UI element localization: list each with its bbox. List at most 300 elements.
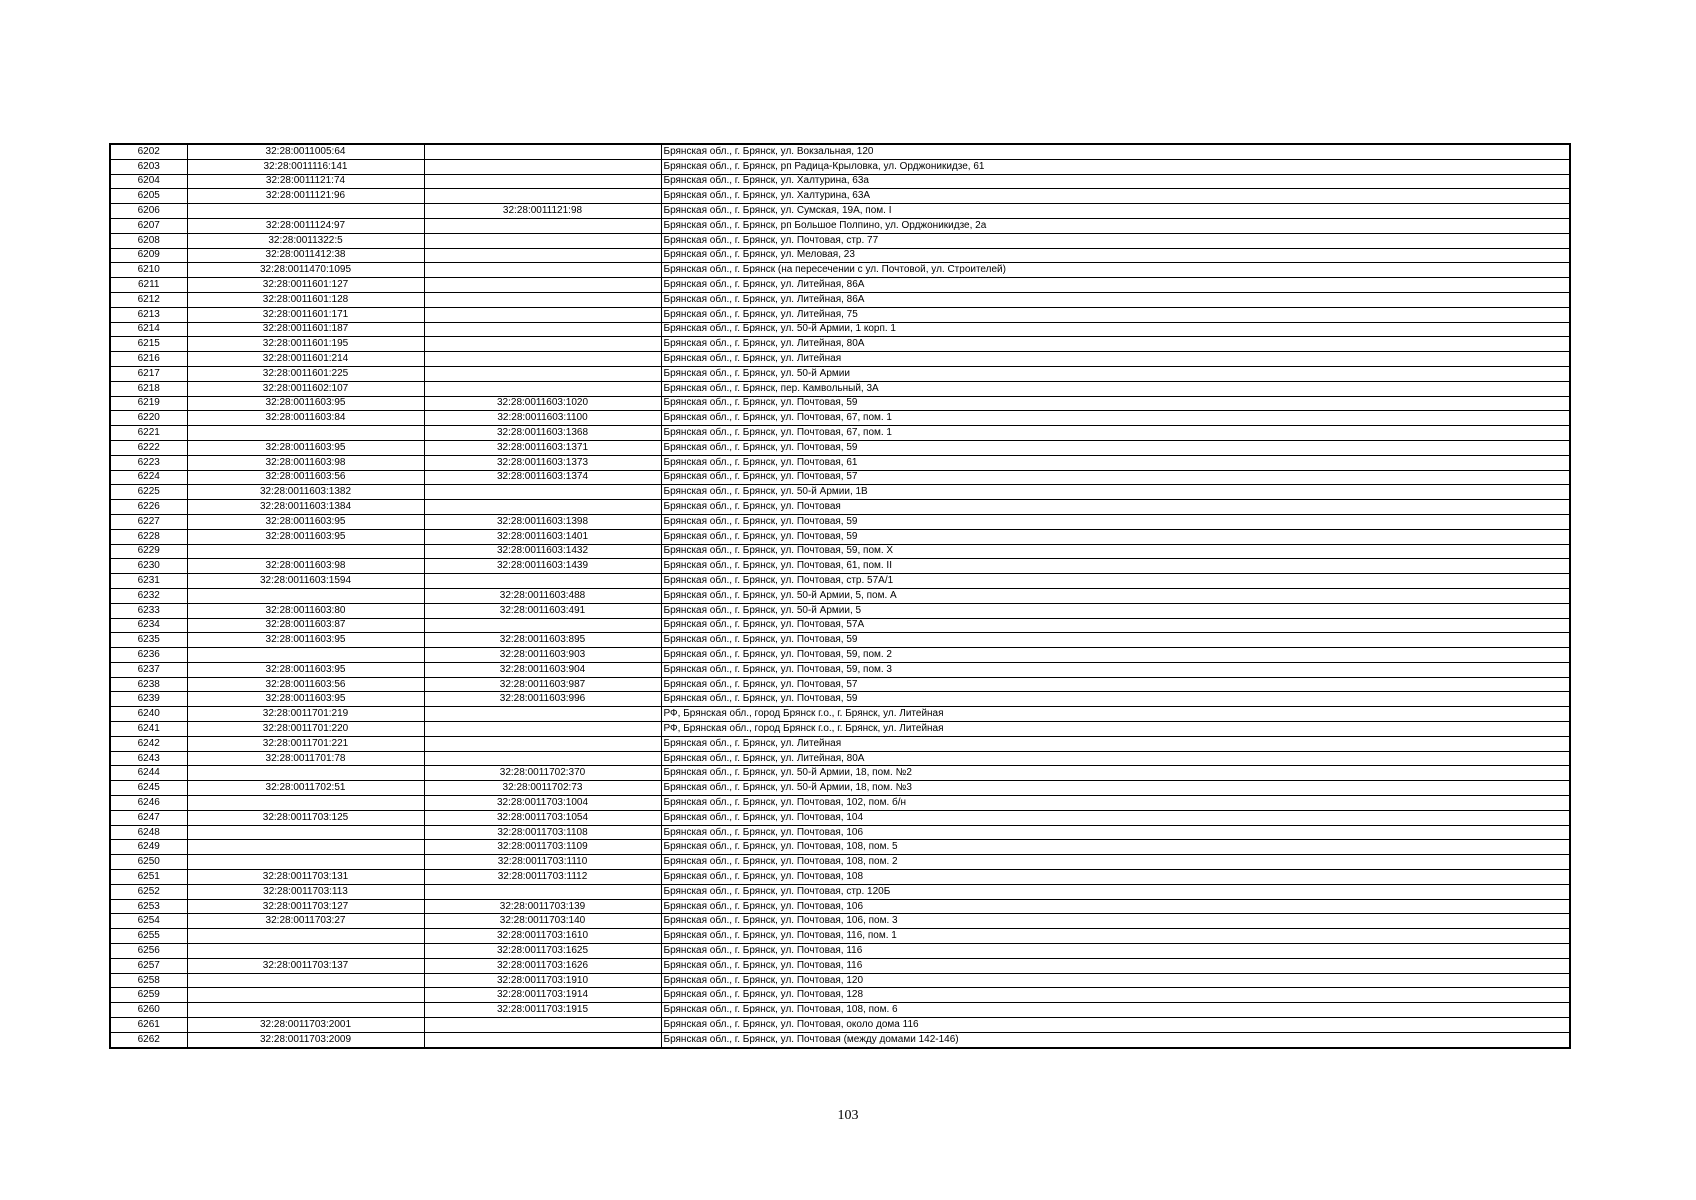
parcel-cadastral-number-cell: 32:28:0011603:95 <box>187 529 424 544</box>
parcel-cadastral-number-cell: 32:28:0011005:64 <box>187 144 424 159</box>
table-row <box>110 411 1570 426</box>
row-number-cell: 6259 <box>110 988 187 1003</box>
object-cadastral-number-cell: 32:28:0011603:488 <box>424 588 661 603</box>
row-number-cell: 6219 <box>110 396 187 411</box>
address-cell: Брянская обл., г. Брянск, ул. Почтовая, 61, пом. II <box>661 559 1570 574</box>
table-row <box>110 766 1570 781</box>
parcel-cadastral-number-cell: 32:28:0011603:95 <box>187 633 424 648</box>
address-cell: Брянская обл., г. Брянск, ул. Почтовая, стр. 77 <box>661 233 1570 248</box>
object-cadastral-number-cell <box>424 174 661 189</box>
row-number-cell: 6246 <box>110 796 187 811</box>
parcel-cadastral-number-cell <box>187 588 424 603</box>
row-number-cell: 6206 <box>110 204 187 219</box>
parcel-cadastral-number-cell: 32:28:0011322:5 <box>187 233 424 248</box>
address-cell: Брянская обл., г. Брянск, ул. Почтовая, около дома 116 <box>661 1018 1570 1033</box>
address-cell: Брянская обл., г. Брянск, ул. Литейная, 86А <box>661 278 1570 293</box>
object-cadastral-number-cell: 32:28:0011702:370 <box>424 766 661 781</box>
row-number-cell: 6229 <box>110 544 187 559</box>
row-number-cell: 6233 <box>110 603 187 618</box>
object-cadastral-number-cell: 32:28:0011121:98 <box>424 204 661 219</box>
object-cadastral-number-cell <box>424 292 661 307</box>
table-row <box>110 455 1570 470</box>
object-cadastral-number-cell <box>424 1018 661 1033</box>
table-row <box>110 381 1570 396</box>
address-cell: Брянская обл., г. Брянск, ул. Почтовая, 128 <box>661 988 1570 1003</box>
table-row <box>110 233 1570 248</box>
row-number-cell: 6232 <box>110 588 187 603</box>
object-cadastral-number-cell <box>424 1032 661 1047</box>
address-cell: Брянская обл., г. Брянск, ул. Вокзальная, 120 <box>661 144 1570 159</box>
parcel-cadastral-number-cell: 32:28:0011603:1384 <box>187 500 424 515</box>
address-cell: Брянская обл., г. Брянск, ул. Почтовая (между домами 142-146) <box>661 1032 1570 1047</box>
object-cadastral-number-cell <box>424 233 661 248</box>
table-row <box>110 1003 1570 1018</box>
table-row <box>110 204 1570 219</box>
page-number: 103 <box>837 1108 859 1123</box>
address-cell: Брянская обл., г. Брянск, ул. Почтовая, 59, пом. X <box>661 544 1570 559</box>
address-cell: Брянская обл., г. Брянск, ул. 50-й Армии, 18, пом. №2 <box>661 766 1570 781</box>
row-number-cell: 6215 <box>110 337 187 352</box>
parcel-cadastral-number-cell: 32:28:0011603:1594 <box>187 574 424 589</box>
row-number-cell: 6241 <box>110 722 187 737</box>
object-cadastral-number-cell <box>424 381 661 396</box>
parcel-cadastral-number-cell <box>187 544 424 559</box>
parcel-cadastral-number-cell: 32:28:0011603:56 <box>187 470 424 485</box>
parcel-cadastral-number-cell: 32:28:0011601:128 <box>187 292 424 307</box>
object-cadastral-number-cell: 32:28:0011603:1432 <box>424 544 661 559</box>
parcel-cadastral-number-cell: 32:28:0011603:95 <box>187 440 424 455</box>
table-row <box>110 662 1570 677</box>
object-cadastral-number-cell: 32:28:0011603:1374 <box>424 470 661 485</box>
object-cadastral-number-cell: 32:28:0011703:1108 <box>424 825 661 840</box>
object-cadastral-number-cell: 32:28:0011703:1110 <box>424 855 661 870</box>
parcel-cadastral-number-cell: 32:28:0011703:127 <box>187 899 424 914</box>
parcel-cadastral-number-cell: 32:28:0011603:87 <box>187 618 424 633</box>
address-cell: Брянская обл., г. Брянск, ул. 50-й Армии, 5, пом. А <box>661 588 1570 603</box>
parcel-cadastral-number-cell: 32:28:0011703:2001 <box>187 1018 424 1033</box>
parcel-cadastral-number-cell: 32:28:0011603:80 <box>187 603 424 618</box>
address-cell: Брянская обл., г. Брянск, ул. Почтовая, 59 <box>661 440 1570 455</box>
parcel-cadastral-number-cell: 32:28:0011124:97 <box>187 218 424 233</box>
table-row <box>110 899 1570 914</box>
parcel-cadastral-number-cell: 32:28:0011703:125 <box>187 810 424 825</box>
address-cell: Брянская обл., г. Брянск, ул. Почтовая, 59 <box>661 396 1570 411</box>
parcel-cadastral-number-cell: 32:28:0011702:51 <box>187 781 424 796</box>
object-cadastral-number-cell: 32:28:0011603:1373 <box>424 455 661 470</box>
parcel-cadastral-number-cell: 32:28:0011116:141 <box>187 159 424 174</box>
parcel-cadastral-number-cell: 32:28:0011603:1382 <box>187 485 424 500</box>
parcel-cadastral-number-cell: 32:28:0011601:225 <box>187 366 424 381</box>
object-cadastral-number-cell <box>424 159 661 174</box>
object-cadastral-number-cell: 32:28:0011703:1112 <box>424 870 661 885</box>
object-cadastral-number-cell: 32:28:0011603:1401 <box>424 529 661 544</box>
row-number-cell: 6258 <box>110 973 187 988</box>
row-number-cell: 6231 <box>110 574 187 589</box>
row-number-cell: 6214 <box>110 322 187 337</box>
table-row <box>110 958 1570 973</box>
address-cell: Брянская обл., г. Брянск, ул. Халтурина, 63А <box>661 189 1570 204</box>
address-cell: Брянская обл., г. Брянск, ул. Почтовая, 57 <box>661 470 1570 485</box>
object-cadastral-number-cell: 32:28:0011703:1914 <box>424 988 661 1003</box>
row-number-cell: 6240 <box>110 707 187 722</box>
object-cadastral-number-cell: 32:28:0011703:1915 <box>424 1003 661 1018</box>
parcel-cadastral-number-cell: 32:28:0011603:95 <box>187 692 424 707</box>
address-cell: Брянская обл., г. Брянск, ул. Почтовая, 108, пом. 6 <box>661 1003 1570 1018</box>
address-cell: Брянская обл., г. Брянск, ул. Почтовая, 61 <box>661 455 1570 470</box>
row-number-cell: 6225 <box>110 485 187 500</box>
object-cadastral-number-cell <box>424 485 661 500</box>
address-cell: Брянская обл., г. Брянск, ул. 50-й Армии <box>661 366 1570 381</box>
object-cadastral-number-cell: 32:28:0011603:1368 <box>424 426 661 441</box>
object-cadastral-number-cell <box>424 736 661 751</box>
object-cadastral-number-cell: 32:28:0011603:987 <box>424 677 661 692</box>
object-cadastral-number-cell <box>424 278 661 293</box>
address-cell: Брянская обл., г. Брянск, ул. Почтовая, 67, пом. 1 <box>661 411 1570 426</box>
row-number-cell: 6249 <box>110 840 187 855</box>
table-row <box>110 440 1570 455</box>
address-cell: Брянская обл., г. Брянск, ул. Литейная, 80А <box>661 751 1570 766</box>
address-cell: Брянская обл., г. Брянск, ул. Почтовая, 57А <box>661 618 1570 633</box>
object-cadastral-number-cell: 32:28:0011603:903 <box>424 648 661 663</box>
address-cell: Брянская обл., г. Брянск, ул. Литейная <box>661 352 1570 367</box>
table-row <box>110 218 1570 233</box>
parcel-cadastral-number-cell: 32:28:0011603:95 <box>187 514 424 529</box>
row-number-cell: 6208 <box>110 233 187 248</box>
parcel-cadastral-number-cell: 32:28:0011412:38 <box>187 248 424 263</box>
table-row <box>110 352 1570 367</box>
parcel-cadastral-number-cell: 32:28:0011603:98 <box>187 559 424 574</box>
object-cadastral-number-cell <box>424 352 661 367</box>
address-cell: Брянская обл., г. Брянск, ул. Сумская, 19А, пом. I <box>661 204 1570 219</box>
object-cadastral-number-cell <box>424 574 661 589</box>
object-cadastral-number-cell: 32:28:0011703:1625 <box>424 944 661 959</box>
parcel-cadastral-number-cell: 32:28:0011703:2009 <box>187 1032 424 1047</box>
row-number-cell: 6216 <box>110 352 187 367</box>
row-number-cell: 6224 <box>110 470 187 485</box>
row-number-cell: 6247 <box>110 810 187 825</box>
table-row <box>110 263 1570 278</box>
address-cell: Брянская обл., г. Брянск, ул. 50-й Армии, 1 корп. 1 <box>661 322 1570 337</box>
table-row <box>110 514 1570 529</box>
row-number-cell: 6254 <box>110 914 187 929</box>
table-row <box>110 870 1570 885</box>
table-row <box>110 840 1570 855</box>
table-row <box>110 278 1570 293</box>
parcel-cadastral-number-cell: 32:28:0011603:98 <box>187 455 424 470</box>
parcel-cadastral-number-cell: 32:28:0011703:137 <box>187 958 424 973</box>
table-row <box>110 189 1570 204</box>
object-cadastral-number-cell <box>424 307 661 322</box>
table-row <box>110 692 1570 707</box>
parcel-cadastral-number-cell: 32:28:0011603:95 <box>187 396 424 411</box>
address-cell: Брянская обл., г. Брянск, ул. 50-й Армии, 18, пом. №3 <box>661 781 1570 796</box>
row-number-cell: 6212 <box>110 292 187 307</box>
address-cell: Брянская обл., г. Брянск, ул. Литейная, 86А <box>661 292 1570 307</box>
row-number-cell: 6242 <box>110 736 187 751</box>
table-row <box>110 736 1570 751</box>
row-number-cell: 6211 <box>110 278 187 293</box>
address-cell: Брянская обл., г. Брянск, ул. Почтовая, 108, пом. 5 <box>661 840 1570 855</box>
parcel-cadastral-number-cell: 32:28:0011601:195 <box>187 337 424 352</box>
address-cell: Брянская обл., г. Брянск, ул. Почтовая, 59 <box>661 514 1570 529</box>
table-row <box>110 1032 1570 1047</box>
table-row <box>110 322 1570 337</box>
parcel-cadastral-number-cell: 32:28:0011703:131 <box>187 870 424 885</box>
parcel-cadastral-number-cell <box>187 840 424 855</box>
object-cadastral-number-cell: 32:28:0011603:904 <box>424 662 661 677</box>
table-row <box>110 825 1570 840</box>
row-number-cell: 6202 <box>110 144 187 159</box>
parcel-cadastral-number-cell <box>187 944 424 959</box>
address-cell: Брянская обл., г. Брянск, ул. Почтовая, 59 <box>661 529 1570 544</box>
row-number-cell: 6203 <box>110 159 187 174</box>
parcel-cadastral-number-cell <box>187 204 424 219</box>
table-row <box>110 988 1570 1003</box>
parcel-cadastral-number-cell: 32:28:0011601:127 <box>187 278 424 293</box>
address-cell: Брянская обл., г. Брянск, ул. Литейная, 75 <box>661 307 1570 322</box>
object-cadastral-number-cell <box>424 751 661 766</box>
address-cell: Брянская обл., г. Брянск, ул. Почтовая, 59, пом. 2 <box>661 648 1570 663</box>
address-cell: Брянская обл., г. Брянск, ул. Литейная, 80А <box>661 337 1570 352</box>
parcel-cadastral-number-cell <box>187 1003 424 1018</box>
object-cadastral-number-cell: 32:28:0011703:1626 <box>424 958 661 973</box>
row-number-cell: 6243 <box>110 751 187 766</box>
parcel-cadastral-number-cell: 32:28:0011602:107 <box>187 381 424 396</box>
table-body <box>110 144 1570 1048</box>
table-row <box>110 796 1570 811</box>
row-number-cell: 6221 <box>110 426 187 441</box>
object-cadastral-number-cell: 32:28:0011603:1398 <box>424 514 661 529</box>
table-row <box>110 929 1570 944</box>
address-cell: Брянская обл., г. Брянск, ул. Почтовая, 104 <box>661 810 1570 825</box>
address-cell: Брянская обл., г. Брянск, ул. Почтовая, стр. 120Б <box>661 884 1570 899</box>
object-cadastral-number-cell <box>424 263 661 278</box>
address-cell: Брянская обл., г. Брянск, пер. Камвольный, 3А <box>661 381 1570 396</box>
row-number-cell: 6228 <box>110 529 187 544</box>
address-cell: Брянская обл., г. Брянск, ул. Почтовая, 59, пом. 3 <box>661 662 1570 677</box>
row-number-cell: 6210 <box>110 263 187 278</box>
table-row <box>110 500 1570 515</box>
row-number-cell: 6238 <box>110 677 187 692</box>
parcel-cadastral-number-cell <box>187 426 424 441</box>
parcel-cadastral-number-cell <box>187 648 424 663</box>
address-cell: Брянская обл., г. Брянск, ул. Почтовая, 59 <box>661 692 1570 707</box>
table-row <box>110 559 1570 574</box>
row-number-cell: 6244 <box>110 766 187 781</box>
row-number-cell: 6218 <box>110 381 187 396</box>
object-cadastral-number-cell: 32:28:0011603:1100 <box>424 411 661 426</box>
row-number-cell: 6236 <box>110 648 187 663</box>
object-cadastral-number-cell: 32:28:0011702:73 <box>424 781 661 796</box>
row-number-cell: 6260 <box>110 1003 187 1018</box>
object-cadastral-number-cell <box>424 722 661 737</box>
object-cadastral-number-cell <box>424 884 661 899</box>
table-row <box>110 810 1570 825</box>
row-number-cell: 6251 <box>110 870 187 885</box>
object-cadastral-number-cell: 32:28:0011703:1004 <box>424 796 661 811</box>
address-cell: Брянская обл., г. Брянск, ул. Почтовая, 120 <box>661 973 1570 988</box>
row-number-cell: 6207 <box>110 218 187 233</box>
address-cell: Брянская обл., г. Брянск, ул. 50-й Армии, 5 <box>661 603 1570 618</box>
table-row <box>110 781 1570 796</box>
parcel-cadastral-number-cell: 32:28:0011121:74 <box>187 174 424 189</box>
row-number-cell: 6239 <box>110 692 187 707</box>
row-number-cell: 6234 <box>110 618 187 633</box>
address-cell: РФ, Брянская обл., город Брянск г.о., г. Брянск, ул. Литейная <box>661 722 1570 737</box>
table-row <box>110 751 1570 766</box>
object-cadastral-number-cell <box>424 144 661 159</box>
parcel-cadastral-number-cell: 32:28:0011470:1095 <box>187 263 424 278</box>
table-row <box>110 574 1570 589</box>
parcel-cadastral-number-cell <box>187 973 424 988</box>
row-number-cell: 6230 <box>110 559 187 574</box>
row-number-cell: 6256 <box>110 944 187 959</box>
row-number-cell: 6245 <box>110 781 187 796</box>
row-number-cell: 6222 <box>110 440 187 455</box>
table-row <box>110 396 1570 411</box>
parcel-cadastral-number-cell: 32:28:0011601:214 <box>187 352 424 367</box>
table-row <box>110 470 1570 485</box>
address-cell: Брянская обл., г. Брянск, ул. Почтовая, 106 <box>661 899 1570 914</box>
address-cell: Брянская обл., г. Брянск, ул. Почтовая, 106 <box>661 825 1570 840</box>
object-cadastral-number-cell <box>424 337 661 352</box>
address-cell: Брянская обл., г. Брянск, ул. Почтовая, 57 <box>661 677 1570 692</box>
address-cell: Брянская обл., г. Брянск, ул. Халтурина, 63а <box>661 174 1570 189</box>
row-number-cell: 6252 <box>110 884 187 899</box>
table-row <box>110 485 1570 500</box>
object-cadastral-number-cell <box>424 218 661 233</box>
table-row <box>110 884 1570 899</box>
table-row <box>110 307 1570 322</box>
parcel-cadastral-number-cell <box>187 766 424 781</box>
table-row <box>110 855 1570 870</box>
parcel-cadastral-number-cell: 32:28:0011603:84 <box>187 411 424 426</box>
row-number-cell: 6205 <box>110 189 187 204</box>
row-number-cell: 6213 <box>110 307 187 322</box>
object-cadastral-number-cell: 32:28:0011603:895 <box>424 633 661 648</box>
row-number-cell: 6217 <box>110 366 187 381</box>
object-cadastral-number-cell: 32:28:0011703:1109 <box>424 840 661 855</box>
table-row <box>110 292 1570 307</box>
address-cell: Брянская обл., г. Брянск, ул. Литейная <box>661 736 1570 751</box>
parcel-cadastral-number-cell <box>187 929 424 944</box>
row-number-cell: 6209 <box>110 248 187 263</box>
object-cadastral-number-cell: 32:28:0011603:1439 <box>424 559 661 574</box>
address-cell: Брянская обл., г. Брянск, ул. Почтовая, 106, пом. 3 <box>661 914 1570 929</box>
parcel-cadastral-number-cell: 32:28:0011603:56 <box>187 677 424 692</box>
object-cadastral-number-cell: 32:28:0011603:996 <box>424 692 661 707</box>
address-cell: Брянская обл., г. Брянск, ул. 50-й Армии, 1В <box>661 485 1570 500</box>
table-row <box>110 159 1570 174</box>
object-cadastral-number-cell <box>424 618 661 633</box>
object-cadastral-number-cell <box>424 322 661 337</box>
row-number-cell: 6227 <box>110 514 187 529</box>
table-row <box>110 1018 1570 1033</box>
table-row <box>110 588 1570 603</box>
table-row <box>110 973 1570 988</box>
parcel-cadastral-number-cell: 32:28:0011601:171 <box>187 307 424 322</box>
parcel-cadastral-number-cell: 32:28:0011121:96 <box>187 189 424 204</box>
object-cadastral-number-cell: 32:28:0011703:139 <box>424 899 661 914</box>
parcel-cadastral-number-cell: 32:28:0011601:187 <box>187 322 424 337</box>
parcel-cadastral-number-cell: 32:28:0011701:219 <box>187 707 424 722</box>
row-number-cell: 6250 <box>110 855 187 870</box>
parcel-cadastral-number-cell: 32:28:0011701:78 <box>187 751 424 766</box>
address-cell: Брянская обл., г. Брянск (на пересечении с ул. Почтовой, ул. Строителей) <box>661 263 1570 278</box>
row-number-cell: 6255 <box>110 929 187 944</box>
object-cadastral-number-cell: 32:28:0011603:491 <box>424 603 661 618</box>
object-cadastral-number-cell: 32:28:0011603:1020 <box>424 396 661 411</box>
address-cell: Брянская обл., г. Брянск, ул. Почтовая <box>661 500 1570 515</box>
object-cadastral-number-cell: 32:28:0011703:140 <box>424 914 661 929</box>
table-row <box>110 366 1570 381</box>
parcel-cadastral-number-cell <box>187 796 424 811</box>
row-number-cell: 6248 <box>110 825 187 840</box>
address-cell: Брянская обл., г. Брянск, ул. Почтовая, 67, пом. 1 <box>661 426 1570 441</box>
parcel-cadastral-number-cell: 32:28:0011701:220 <box>187 722 424 737</box>
table-row <box>110 677 1570 692</box>
parcel-cadastral-number-cell: 32:28:0011703:27 <box>187 914 424 929</box>
address-cell: Брянская обл., г. Брянск, ул. Меловая, 23 <box>661 248 1570 263</box>
parcel-cadastral-number-cell: 32:28:0011701:221 <box>187 736 424 751</box>
parcel-cadastral-number-cell <box>187 855 424 870</box>
table-row <box>110 648 1570 663</box>
address-cell: Брянская обл., г. Брянск, ул. Почтовая, стр. 57А/1 <box>661 574 1570 589</box>
table-row <box>110 914 1570 929</box>
object-cadastral-number-cell <box>424 248 661 263</box>
table-row <box>110 144 1570 159</box>
address-cell: РФ, Брянская обл., город Брянск г.о., г. Брянск, ул. Литейная <box>661 707 1570 722</box>
parcel-cadastral-number-cell: 32:28:0011703:113 <box>187 884 424 899</box>
row-number-cell: 6220 <box>110 411 187 426</box>
object-cadastral-number-cell <box>424 500 661 515</box>
row-number-cell: 6262 <box>110 1032 187 1047</box>
address-cell: Брянская обл., г. Брянск, ул. Почтовая, 116, пом. 1 <box>661 929 1570 944</box>
address-cell: Брянская обл., г. Брянск, ул. Почтовая, 116 <box>661 958 1570 973</box>
row-number-cell: 6237 <box>110 662 187 677</box>
row-number-cell: 6235 <box>110 633 187 648</box>
object-cadastral-number-cell <box>424 707 661 722</box>
object-cadastral-number-cell: 32:28:0011703:1054 <box>424 810 661 825</box>
address-cell: Брянская обл., г. Брянск, ул. Почтовая, 108, пом. 2 <box>661 855 1570 870</box>
object-cadastral-number-cell <box>424 366 661 381</box>
address-cell: Брянская обл., г. Брянск, ул. Почтовая, 108 <box>661 870 1570 885</box>
row-number-cell: 6204 <box>110 174 187 189</box>
row-number-cell: 6261 <box>110 1018 187 1033</box>
table-row <box>110 248 1570 263</box>
table-row <box>110 337 1570 352</box>
row-number-cell: 6223 <box>110 455 187 470</box>
table-row <box>110 618 1570 633</box>
table-row <box>110 174 1570 189</box>
row-number-cell: 6253 <box>110 899 187 914</box>
table-row <box>110 426 1570 441</box>
table-row <box>110 603 1570 618</box>
object-cadastral-number-cell <box>424 189 661 204</box>
table-row <box>110 544 1570 559</box>
address-cell: Брянская обл., г. Брянск, рп Радица-Крыловка, ул. Орджоникидзе, 61 <box>661 159 1570 174</box>
table-row <box>110 707 1570 722</box>
address-cell: Брянская обл., г. Брянск, ул. Почтовая, 102, пом. б/н <box>661 796 1570 811</box>
address-cell: Брянская обл., г. Брянск, рп Большое Полпино, ул. Орджоникидзе, 2а <box>661 218 1570 233</box>
object-cadastral-number-cell: 32:28:0011703:1610 <box>424 929 661 944</box>
address-cell: Брянская обл., г. Брянск, ул. Почтовая, 116 <box>661 944 1570 959</box>
row-number-cell: 6257 <box>110 958 187 973</box>
parcel-cadastral-number-cell <box>187 988 424 1003</box>
table-row <box>110 529 1570 544</box>
table-row <box>110 722 1570 737</box>
object-cadastral-number-cell: 32:28:0011703:1910 <box>424 973 661 988</box>
